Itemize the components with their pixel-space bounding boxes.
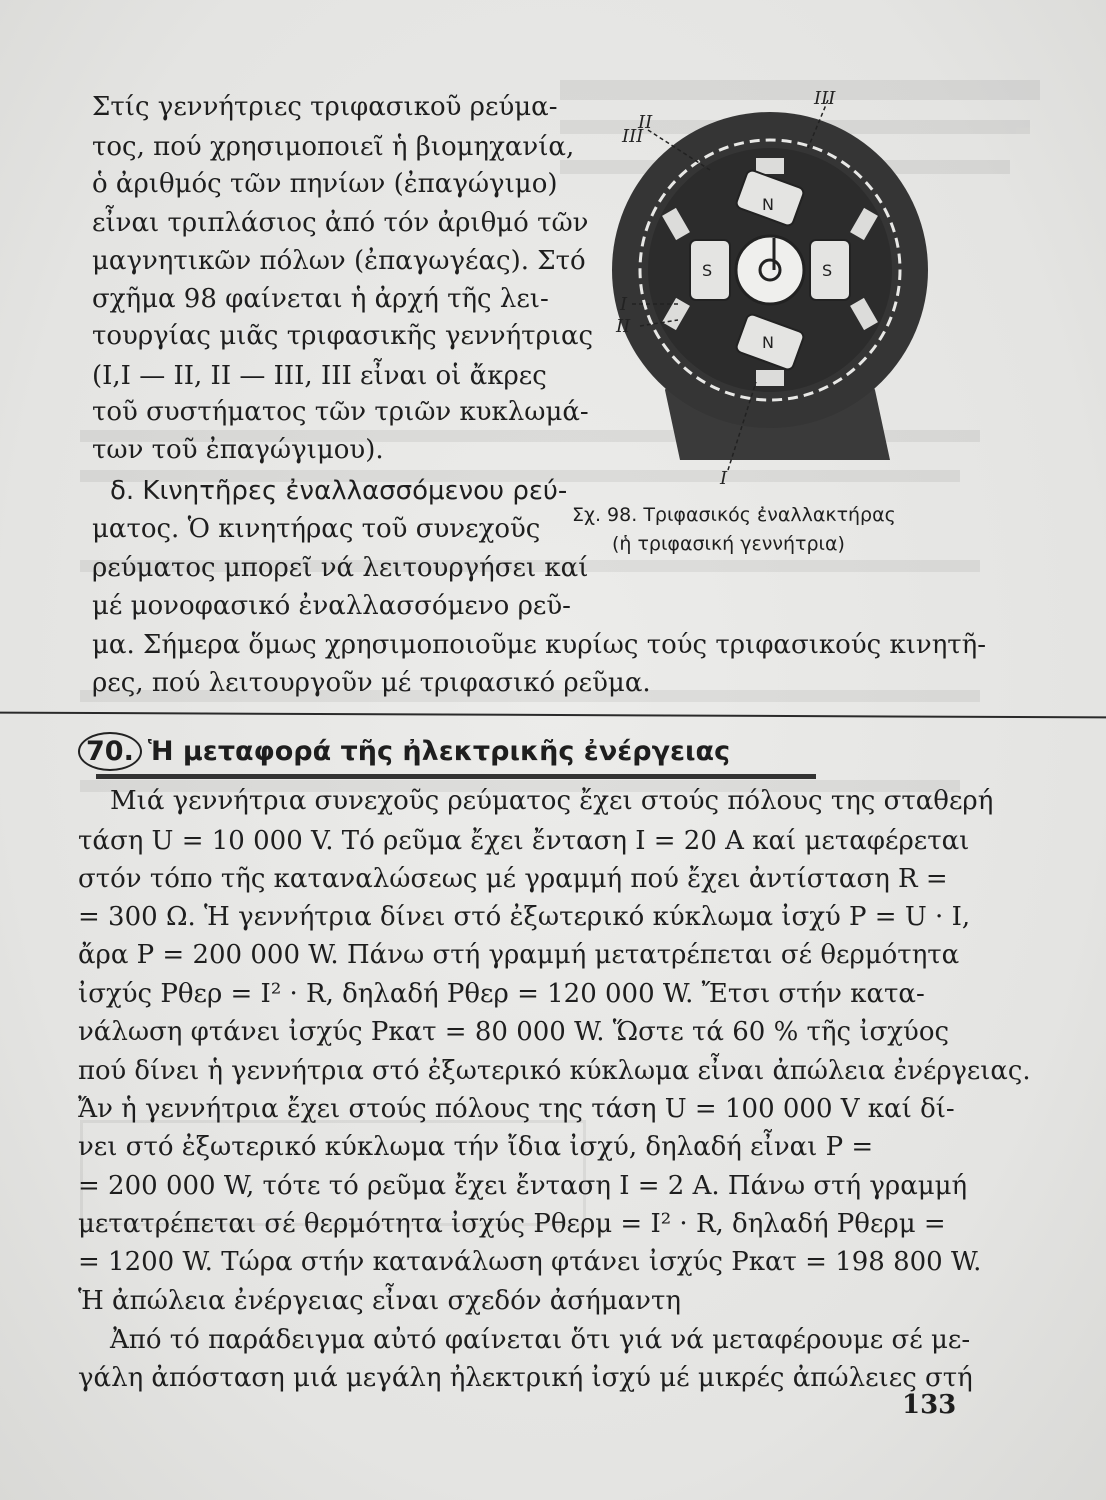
pole-label-n: N	[762, 333, 774, 352]
terminal-label-ii: II	[616, 316, 631, 337]
intro-line: ὁ ἀριθμός τῶν πηνίων (ἐπαγώγιμο)	[92, 169, 558, 199]
heading-underline	[96, 774, 816, 779]
pole-label-s: S	[702, 261, 713, 280]
intro-line: ματος. Ὁ κινητήρας τοῦ συνεχοῦς	[92, 514, 541, 544]
intro-line: τος, πού χρησιμοποιεῖ ἡ βιομηχανία,	[92, 132, 575, 162]
figure-caption-sub: (ἡ τριφασική γεννήτρια)	[612, 533, 845, 555]
alternator-diagram	[560, 70, 980, 500]
intro-line: Στίς γεννήτριες τριφασικοῦ ρεύμα-	[92, 92, 558, 122]
terminal-label-iii: III	[814, 88, 836, 109]
intro-line: ρες, πού λειτουργοῦν μέ τριφασικό ρεῦμα.	[92, 668, 651, 698]
figure-caption: Σχ. 98. Τριφασικός ἐναλλακτήρας	[572, 504, 896, 526]
pole-label-n: N	[762, 195, 774, 214]
intro-line: τοῦ συστήματος τῶν τριῶν κυκλωμά-	[92, 397, 589, 427]
intro-line: μαγνητικῶν πόλων (ἐπαγωγέας). Στό	[92, 246, 586, 276]
body-line: = 1200 W. Τώρα στήν κατανάλωση φτάνει ἰσχύς Pκατ = 198 800 W.	[78, 1247, 982, 1277]
intro-line: τουργίας μιᾶς τριφασικῆς γεννήτριας	[92, 321, 594, 351]
body-line: ἄρα P = 200 000 W. Πάνω στή γραμμή μετατρέπεται σέ θερμότητα	[78, 940, 960, 970]
body-line: Ἡ ἀπώλεια ἐνέργειας εἶναι σχεδόν ἀσήμαντη	[78, 1286, 681, 1316]
body-line: νει στό ἐξωτερικό κύκλωμα τήν ἴδια ἰσχύ, δηλαδή εἶναι P =	[78, 1132, 874, 1162]
body-line: γάλη ἀπόσταση μιά μεγάλη ἠλεκτρική ἰσχύ μέ μικρές ἀπώλειες στή	[78, 1363, 973, 1393]
intro-line: εἶναι τριπλάσιος ἀπό τόν ἀριθμό τῶν	[92, 208, 589, 238]
body-line: πού δίνει ἡ γεννήτρια στό ἐξωτερικό κύκλωμα εἶναι ἀπώλεια ἐνέργειας.	[78, 1056, 1031, 1086]
page-number: 133	[902, 1390, 957, 1420]
body-line: ἰσχύς Pθερ = I² · R, δηλαδή Pθερ = 120 000 W. Ἔτσι στήν κατα-	[78, 979, 925, 1009]
intro-line: ρεύματος μπορεῖ νά λειτουργήσει καί	[92, 553, 589, 583]
intro-line: μα. Σήμερα ὅμως χρησιμοποιοῦμε κυρίως τούς τριφασικούς κινητῆ-	[92, 630, 987, 660]
subsection-heading: δ. Κινητῆρες ἐναλλασσόμενου ρεύ-	[110, 476, 568, 506]
intro-line: μέ μονοφασικό ἐναλλασσόμενο ρεῦ-	[92, 591, 571, 621]
section-title: Ἡ μεταφορά τῆς ἠλεκτρικῆς ἐνέργειας	[147, 736, 731, 767]
figure-98	[560, 70, 980, 500]
body-line: στόν τόπο τῆς καταναλώσεως μέ γραμμή πού ἔχει ἀντίσταση R =	[78, 864, 948, 894]
section-heading	[78, 732, 730, 771]
terminal-label-iii: III	[622, 126, 644, 147]
body-line: νάλωση φτάνει ἰσχύς Pκατ = 80 000 W. Ὥστε τά 60 % τῆς ἰσχύος	[78, 1017, 950, 1047]
body-line: Ἀπό τό παράδειγμα αὐτό φαίνεται ὅτι γιά νά μεταφέρουμε σέ με-	[110, 1325, 971, 1355]
intro-line: σχῆμα 98 φαίνεται ἡ ἀρχή τῆς λει-	[92, 284, 549, 314]
body-line: = 200 000 W, τότε τό ρεῦμα ἔχει ἔνταση I = 2 A. Πάνω στή γραμμή	[78, 1171, 968, 1201]
pole-label-s: S	[822, 261, 833, 280]
intro-line: των τοῦ ἐπαγώγιμου).	[92, 435, 384, 465]
intro-line: (Ι,Ι — ΙΙ, ΙΙ — ΙΙΙ, ΙΙΙ εἶναι οἱ ἄκρες	[92, 361, 547, 391]
terminal-label-i: I	[620, 294, 628, 315]
body-line: τάση U = 10 000 V. Τό ρεῦμα ἔχει ἔνταση I = 20 A καί μεταφέρεται	[78, 826, 970, 856]
body-line: Μιά γεννήτρια συνεχοῦς ρεύματος ἔχει στούς πόλους της σταθερή	[110, 786, 994, 816]
terminal-label-ii: II	[638, 112, 653, 133]
body-line: Ἄν ἡ γεννήτρια ἔχει στούς πόλους της τάση U = 100 000 V καί δί-	[78, 1094, 955, 1124]
body-line: μετατρέπεται σέ θερμότητα ἰσχύς Pθερμ = I² · R, δηλαδή Pθερμ =	[78, 1209, 946, 1239]
section-number: 70.	[78, 732, 142, 771]
body-line: = 300 Ω. Ἡ γεννήτρια δίνει στό ἐξωτερικό κύκλωμα ἰσχύ P = U · I,	[78, 902, 971, 932]
terminal-label-i: I	[720, 468, 728, 489]
